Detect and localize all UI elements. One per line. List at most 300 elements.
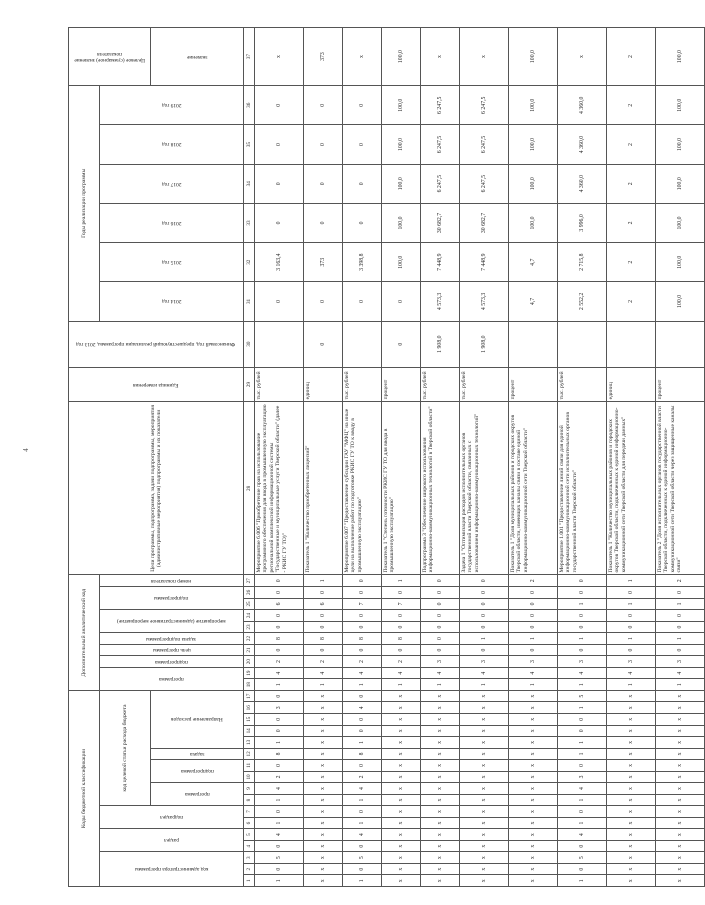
column-index: 35 xyxy=(244,125,255,164)
year-value-cell: 373 xyxy=(304,243,343,282)
code-cell: x xyxy=(607,690,656,702)
code-cell: 1 xyxy=(460,679,509,691)
code-cell: x xyxy=(460,829,509,841)
code-cell: 1 xyxy=(255,875,304,887)
d-measure-sub-header: подпрограммы xyxy=(100,587,244,610)
code-cell: 1 xyxy=(343,737,382,749)
year-value-cell: 0 xyxy=(304,86,343,125)
column-index: 21 xyxy=(244,644,255,656)
column-index: 22 xyxy=(244,633,255,645)
code-cell: x xyxy=(656,794,705,806)
code-cell: x xyxy=(382,771,421,783)
year-value-cell: 4 360,0 xyxy=(558,86,607,125)
final-value-cell: 100,0 xyxy=(509,28,558,86)
final-value-cell: x xyxy=(255,28,304,86)
code-cell: x xyxy=(421,737,460,749)
code-cell: 2 xyxy=(255,771,304,783)
code-cell: x xyxy=(656,840,705,852)
year-value-cell: 0 xyxy=(343,164,382,203)
code-cell: 0 xyxy=(460,621,509,633)
code-cell: 0 xyxy=(255,610,304,622)
name-cell: Показатель 1 "Количество приобретенных лицензий" xyxy=(304,402,343,575)
code-cell: x xyxy=(382,852,421,864)
code-cell: 0 xyxy=(304,644,343,656)
unit-cell: тыс. рублей xyxy=(558,367,607,402)
code-cell: 1 xyxy=(343,794,382,806)
code-cell: 4 xyxy=(509,667,558,679)
code-cell: x xyxy=(656,852,705,864)
y2014-header: 2014 год xyxy=(100,282,244,321)
code-cell: 0 xyxy=(343,714,382,726)
code-cell: x xyxy=(509,863,558,875)
code-cell: x xyxy=(656,875,705,887)
column-index: 20 xyxy=(244,656,255,668)
year-value-cell: 2 715,8 xyxy=(558,243,607,282)
code-cell: x xyxy=(460,863,509,875)
code-cell: x xyxy=(382,863,421,875)
budget-codes-header: Коды бюджетной классификации xyxy=(69,690,100,886)
code-cell: x xyxy=(460,817,509,829)
code-cell: x xyxy=(656,771,705,783)
code-cell: x xyxy=(509,725,558,737)
code-cell: 1 xyxy=(460,633,509,645)
code-cell: x xyxy=(382,817,421,829)
code-cell: x xyxy=(509,771,558,783)
code-cell: x xyxy=(421,806,460,818)
code-cell: x xyxy=(460,725,509,737)
code-cell: 1 xyxy=(509,633,558,645)
code-cell: 1 xyxy=(558,748,607,760)
unit-cell: тыс. рублей xyxy=(255,367,304,402)
d-program-goal-header: цель программы xyxy=(100,644,244,656)
code-cell: 0 xyxy=(509,587,558,599)
code-cell: 1 xyxy=(656,679,705,691)
code-cell: x xyxy=(421,771,460,783)
code-cell: x xyxy=(304,690,343,702)
code-cell: x xyxy=(304,702,343,714)
code-cell: x xyxy=(607,783,656,795)
code-cell: x xyxy=(607,817,656,829)
code-cell: x xyxy=(460,690,509,702)
table-row xyxy=(509,28,558,887)
code-cell: 0 xyxy=(255,644,304,656)
code-cell: x xyxy=(421,794,460,806)
code-cell: 0 xyxy=(656,644,705,656)
code-cell: x xyxy=(509,806,558,818)
code-cell: 1 xyxy=(558,817,607,829)
code-cell: 0 xyxy=(421,598,460,610)
code-cell: x xyxy=(656,737,705,749)
code-cell: 0 xyxy=(343,806,382,818)
code-cell: 4 xyxy=(343,702,382,714)
fin-year-cell xyxy=(343,321,382,367)
target-article-header: код целевой статьи расхода бюджета xyxy=(100,690,151,805)
code-cell: 0 xyxy=(460,598,509,610)
fin-year-cell xyxy=(255,321,304,367)
code-cell: 0 xyxy=(558,621,607,633)
column-index: 2 xyxy=(244,863,255,875)
code-cell: 1 xyxy=(607,633,656,645)
code-cell: x xyxy=(509,783,558,795)
code-cell: 1 xyxy=(304,575,343,587)
code-cell: x xyxy=(607,702,656,714)
column-index: 26 xyxy=(244,587,255,599)
year-value-cell: 4 573,3 xyxy=(421,282,460,321)
code-cell: x xyxy=(382,840,421,852)
year-value-cell: 2 552,2 xyxy=(558,282,607,321)
code-cell: x xyxy=(509,852,558,864)
program-code-header: программа xyxy=(151,783,244,806)
task-code-header: задача xyxy=(151,748,244,760)
admin-code-header: код администратора программы xyxy=(100,852,244,887)
code-cell: x xyxy=(304,863,343,875)
code-cell: 0 xyxy=(304,621,343,633)
year-value-cell: 30 682,7 xyxy=(421,203,460,242)
fin-year-cell: 0 xyxy=(382,321,421,367)
year-value-cell: 3 996,0 xyxy=(558,203,607,242)
page-number xyxy=(21,446,30,454)
code-cell: x xyxy=(607,840,656,852)
year-value-cell: 100,0 xyxy=(509,86,558,125)
code-cell: 8 xyxy=(255,633,304,645)
code-cell: x xyxy=(304,794,343,806)
y2019-header: 2019 год xyxy=(100,86,244,125)
code-cell: 0 xyxy=(656,621,705,633)
year-value-cell: 100,0 xyxy=(382,243,421,282)
table-row xyxy=(460,28,509,887)
code-cell: x xyxy=(304,783,343,795)
code-cell: 4 xyxy=(255,829,304,841)
year-value-cell: 30 682,7 xyxy=(460,203,509,242)
fin-year-cell xyxy=(558,321,607,367)
year-value-cell: 0 xyxy=(255,203,304,242)
code-cell: x xyxy=(382,783,421,795)
column-index: 3 xyxy=(244,852,255,864)
table-row xyxy=(607,28,656,887)
code-cell: 0 xyxy=(382,587,421,599)
column-index: 27 xyxy=(244,575,255,587)
code-cell: 5 xyxy=(558,852,607,864)
code-cell: 4 xyxy=(343,829,382,841)
year-value-cell: 0 xyxy=(255,282,304,321)
code-cell: 1 xyxy=(558,598,607,610)
code-cell: 0 xyxy=(656,610,705,622)
code-cell: x xyxy=(382,760,421,772)
year-value-cell: 100,0 xyxy=(382,125,421,164)
column-index: 37 xyxy=(244,28,255,86)
code-cell: 0 xyxy=(382,644,421,656)
code-cell: x xyxy=(382,829,421,841)
year-value-cell: 100,0 xyxy=(656,243,705,282)
code-cell: 0 xyxy=(343,587,382,599)
year-value-cell: 6 247,5 xyxy=(460,86,509,125)
code-cell: 2 xyxy=(656,575,705,587)
column-index: 13 xyxy=(244,737,255,749)
code-cell: 0 xyxy=(558,575,607,587)
table-row xyxy=(558,28,607,887)
final-value-cell: x xyxy=(460,28,509,86)
code-cell: 0 xyxy=(255,863,304,875)
year-value-cell: 100,0 xyxy=(382,86,421,125)
year-value-cell: 4 360,0 xyxy=(558,125,607,164)
year-value-cell: 0 xyxy=(304,203,343,242)
year-value-cell: 2 xyxy=(607,125,656,164)
year-value-cell: 100,0 xyxy=(509,203,558,242)
code-cell: 0 xyxy=(460,610,509,622)
code-cell: 1 xyxy=(255,794,304,806)
code-cell: 0 xyxy=(558,714,607,726)
code-cell: 8 xyxy=(343,633,382,645)
fin-year-cell xyxy=(656,321,705,367)
code-cell: 0 xyxy=(343,621,382,633)
names-header: Цели программы, подпрограмма, задачи подпрограммы, мероприятия (административные мероприятия) подпрограммы и их показатели xyxy=(69,402,244,575)
code-cell: x xyxy=(656,863,705,875)
code-cell: 0 xyxy=(255,760,304,772)
code-cell: x xyxy=(382,702,421,714)
code-cell: 0 xyxy=(558,840,607,852)
year-value-cell: 0 xyxy=(255,164,304,203)
code-cell: 5 xyxy=(255,852,304,864)
fin-year-header: Финансовый год, предшествующий реализации программы, 2013 год xyxy=(69,321,244,367)
year-value-cell: 4 360,0 xyxy=(558,164,607,203)
column-index: 9 xyxy=(244,783,255,795)
code-cell: 5 xyxy=(343,852,382,864)
code-cell: x xyxy=(509,737,558,749)
code-cell: 0 xyxy=(558,806,607,818)
year-value-cell: 2 xyxy=(607,86,656,125)
code-cell: 0 xyxy=(382,610,421,622)
column-index: 4 xyxy=(244,840,255,852)
year-value-cell: 0 xyxy=(304,282,343,321)
code-cell: 0 xyxy=(255,575,304,587)
code-cell: x xyxy=(607,875,656,887)
code-cell: 3 xyxy=(255,702,304,714)
final-value-cell: 373 xyxy=(304,28,343,86)
column-index: 5 xyxy=(244,829,255,841)
year-value-cell: 6 247,5 xyxy=(421,164,460,203)
name-cell: Подпрограмма 3 "Обеспечение широкого использования информационно-коммуникационных технологий в Тверской области" xyxy=(421,402,460,575)
code-cell: 1 xyxy=(255,817,304,829)
code-cell: x xyxy=(304,771,343,783)
code-cell: x xyxy=(656,702,705,714)
year-value-cell: 100,0 xyxy=(382,164,421,203)
code-cell: 1 xyxy=(558,679,607,691)
code-cell: 1 xyxy=(382,575,421,587)
code-cell: x xyxy=(382,725,421,737)
code-cell: 6 xyxy=(304,598,343,610)
code-cell: 2 xyxy=(304,656,343,668)
code-cell: 0 xyxy=(255,587,304,599)
name-cell: Показатель 1 "Количество муниципальных районов и городских округов Тверской области, подключенных к единой информационно-коммуникационной сети Тверской области для передачи данных" xyxy=(607,402,656,575)
code-cell: 0 xyxy=(558,587,607,599)
code-cell: 0 xyxy=(343,840,382,852)
year-value-cell: 100,0 xyxy=(382,203,421,242)
code-cell: 0 xyxy=(460,575,509,587)
code-cell: x xyxy=(656,829,705,841)
code-cell: 0 xyxy=(255,725,304,737)
year-value-cell: 100,0 xyxy=(656,86,705,125)
column-index: 10 xyxy=(244,771,255,783)
code-cell: 7 xyxy=(343,598,382,610)
d-subprogram-header: подпрограмма xyxy=(100,656,244,668)
code-cell: x xyxy=(304,748,343,760)
code-cell: 3 xyxy=(460,656,509,668)
code-cell: 2 xyxy=(255,656,304,668)
name-cell: Показатель 1 "Степень готовности РКИС ГУ ТО для ввода в промышленную эксплуатацию" xyxy=(382,402,421,575)
code-cell: 0 xyxy=(343,725,382,737)
d-subprogram-task-header: задача подпрограммы xyxy=(100,633,244,645)
column-index: 30 xyxy=(244,321,255,367)
code-cell: 7 xyxy=(382,598,421,610)
code-cell: x xyxy=(382,714,421,726)
column-index: 15 xyxy=(244,714,255,726)
value-header: значение xyxy=(151,28,244,86)
year-value-cell: 0 xyxy=(343,86,382,125)
code-cell: x xyxy=(509,760,558,772)
fin-year-cell: 1 908,0 xyxy=(460,321,509,367)
unit-cell: тыс. рублей xyxy=(460,367,509,402)
y2016-header: 2016 год xyxy=(100,203,244,242)
year-value-cell: 3 398,8 xyxy=(343,243,382,282)
column-index: 33 xyxy=(244,203,255,242)
code-cell: x xyxy=(421,875,460,887)
code-cell: 0 xyxy=(607,610,656,622)
code-cell: x xyxy=(607,863,656,875)
code-cell: 1 xyxy=(607,598,656,610)
code-cell: 1 xyxy=(421,679,460,691)
column-index: 24 xyxy=(244,610,255,622)
code-cell: x xyxy=(421,714,460,726)
code-cell: x xyxy=(382,748,421,760)
code-cell: 2 xyxy=(343,656,382,668)
code-cell: x xyxy=(607,806,656,818)
additional-code-header: Дополнительный аналитический код xyxy=(69,575,100,690)
code-cell: x xyxy=(382,875,421,887)
code-cell: 0 xyxy=(509,621,558,633)
table-row xyxy=(421,28,460,887)
code-cell: x xyxy=(509,702,558,714)
column-index: 28 xyxy=(244,402,255,575)
code-cell: 0 xyxy=(460,644,509,656)
code-cell: 3 xyxy=(558,771,607,783)
column-index: 31 xyxy=(244,282,255,321)
year-value-cell: 0 xyxy=(343,203,382,242)
name-cell: Мероприятие 6.007 "Предоставление субсидии ГАУ "МФЦ" на иные цели на выполнение работ по подготовке РКИС ГУ ТО к вводу в промышленную эксплуатацию" xyxy=(343,402,382,575)
column-index: 34 xyxy=(244,164,255,203)
code-cell: 0 xyxy=(607,644,656,656)
code-cell: 0 xyxy=(421,633,460,645)
code-cell: 8 xyxy=(343,748,382,760)
code-cell: x xyxy=(509,829,558,841)
code-cell: 0 xyxy=(558,644,607,656)
years-header: Годы реализации программы xyxy=(69,86,100,321)
year-value-cell: 100,0 xyxy=(509,125,558,164)
code-cell: 4 xyxy=(255,667,304,679)
code-cell: 0 xyxy=(255,690,304,702)
code-cell: x xyxy=(460,737,509,749)
code-cell: x xyxy=(656,748,705,760)
year-value-cell: 2 xyxy=(607,203,656,242)
code-cell: x xyxy=(421,863,460,875)
code-cell: 1 xyxy=(304,679,343,691)
code-cell: 0 xyxy=(421,575,460,587)
code-cell: x xyxy=(421,702,460,714)
column-index: 14 xyxy=(244,725,255,737)
code-cell: 1 xyxy=(255,679,304,691)
code-cell: 4 xyxy=(607,667,656,679)
code-cell: x xyxy=(460,794,509,806)
name-cell: Показатель 1 "Доля муниципальных районов и городских округов Тверской области, имеющих каналы связи в составе единой информационно-коммуникационной сети Тверской области" xyxy=(509,402,558,575)
final-value-cell: x xyxy=(343,28,382,86)
code-cell: x xyxy=(382,690,421,702)
code-cell: 0 xyxy=(558,725,607,737)
column-index-row xyxy=(244,28,255,887)
code-cell: 0 xyxy=(304,587,343,599)
code-cell: 0 xyxy=(607,587,656,599)
code-cell: 2 xyxy=(382,656,421,668)
code-cell: x xyxy=(656,817,705,829)
code-cell: 1 xyxy=(607,679,656,691)
code-cell: x xyxy=(460,760,509,772)
code-cell: x xyxy=(607,794,656,806)
code-cell: 1 xyxy=(656,633,705,645)
code-cell: 0 xyxy=(509,644,558,656)
year-value-cell: 0 xyxy=(304,125,343,164)
code-cell: 4 xyxy=(656,667,705,679)
unit-cell: тыс. рублей xyxy=(343,367,382,402)
code-cell: x xyxy=(421,725,460,737)
year-value-cell: 6 247,5 xyxy=(460,125,509,164)
code-cell: 1 xyxy=(255,737,304,749)
unit-cell: единиц xyxy=(607,367,656,402)
code-cell: 1 xyxy=(558,702,607,714)
year-value-cell: 0 xyxy=(343,125,382,164)
year-value-cell: 100,0 xyxy=(656,125,705,164)
year-value-cell: 7 448,9 xyxy=(460,243,509,282)
code-cell: 4 xyxy=(255,783,304,795)
code-cell: 0 xyxy=(255,714,304,726)
code-cell: x xyxy=(304,817,343,829)
column-index: 32 xyxy=(244,243,255,282)
year-value-cell: 0 xyxy=(255,125,304,164)
page-number-text: 4 xyxy=(21,448,30,452)
code-cell: 0 xyxy=(421,610,460,622)
code-cell: 1 xyxy=(382,679,421,691)
y2017-header: 2017 год xyxy=(100,164,244,203)
unit-cell: процент xyxy=(656,367,705,402)
unit-cell: единиц xyxy=(304,367,343,402)
expense-direction-header: Направление расходов xyxy=(151,690,244,748)
code-cell: x xyxy=(607,714,656,726)
code-cell: 1 xyxy=(509,679,558,691)
code-cell: 0 xyxy=(509,598,558,610)
code-cell: x xyxy=(304,829,343,841)
section-header: раздел xyxy=(100,829,244,852)
year-value-cell: 100,0 xyxy=(656,282,705,321)
code-cell: 0 xyxy=(343,863,382,875)
year-value-cell: 4,7 xyxy=(509,282,558,321)
code-cell: 1 xyxy=(558,737,607,749)
year-value-cell: 0 xyxy=(255,86,304,125)
code-cell: 1 xyxy=(558,875,607,887)
code-cell: x xyxy=(460,714,509,726)
code-cell: 1 xyxy=(558,633,607,645)
code-cell: 3 xyxy=(421,656,460,668)
code-cell: 4 xyxy=(421,667,460,679)
code-cell: x xyxy=(656,714,705,726)
code-cell: 0 xyxy=(343,760,382,772)
code-cell: x xyxy=(509,794,558,806)
